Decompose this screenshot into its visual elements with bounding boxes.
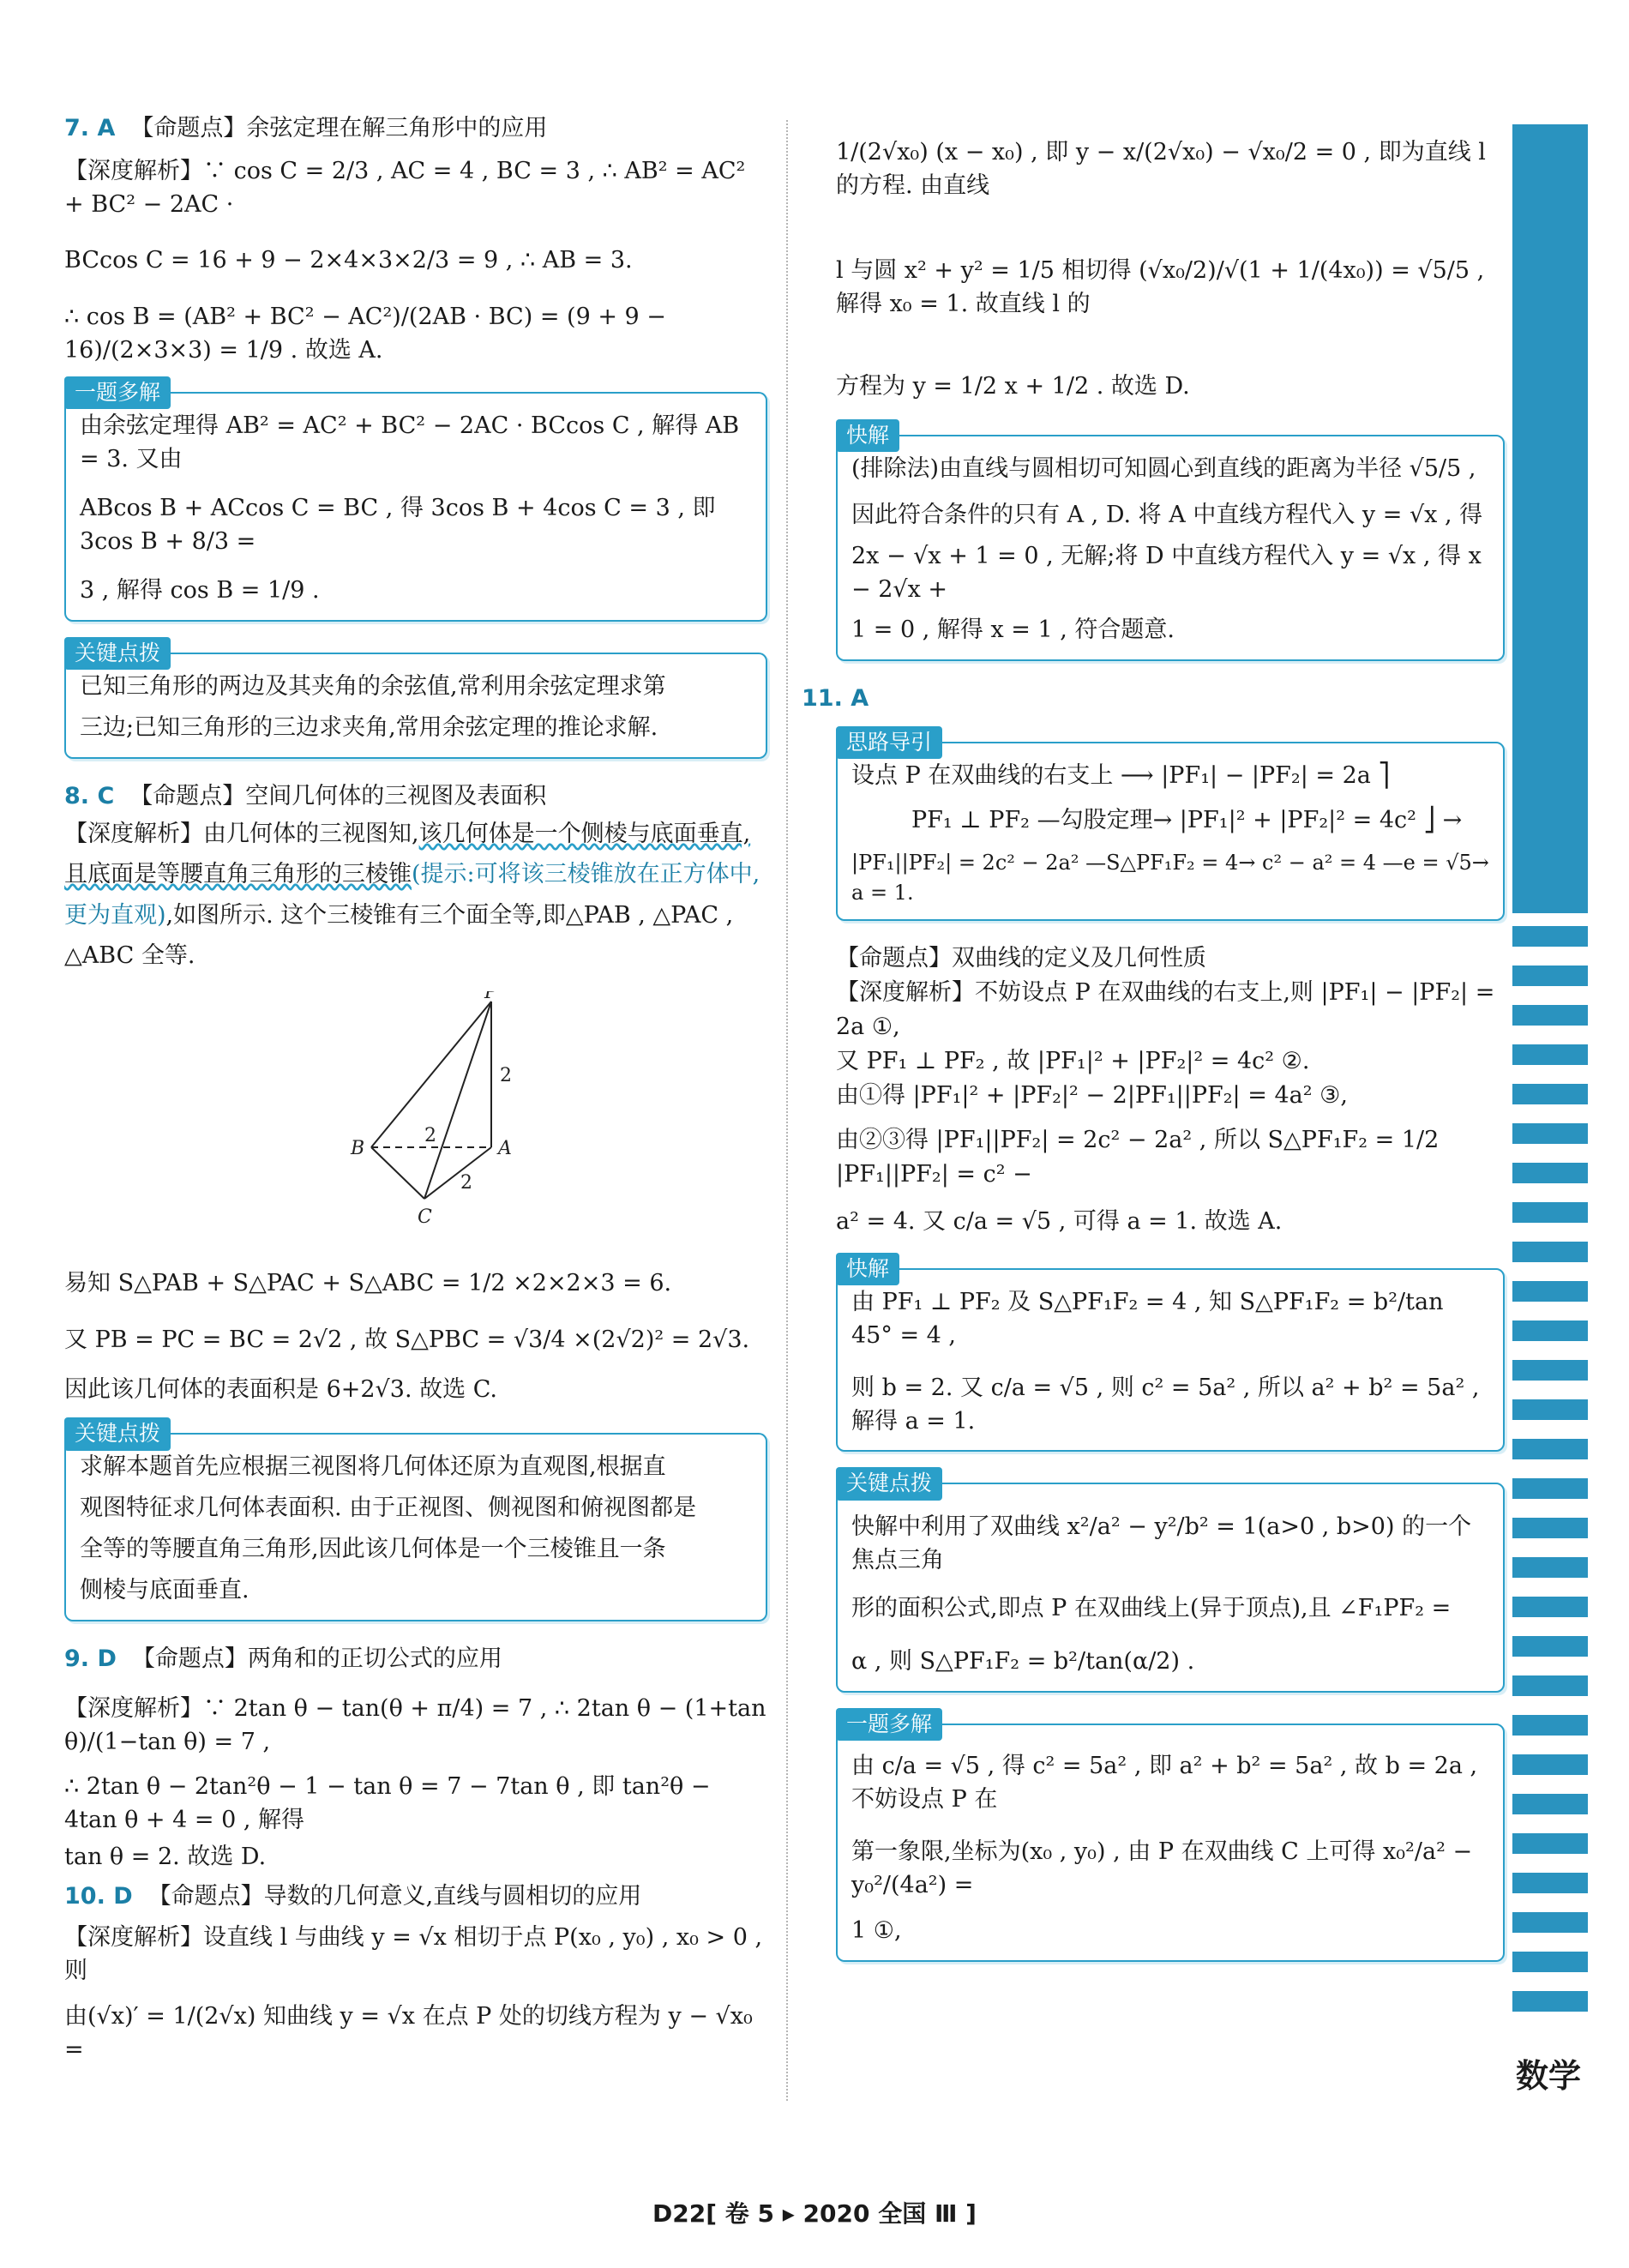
sidebar-stripe	[1512, 1399, 1588, 1420]
subject-label: 数学	[1515, 2057, 1581, 2095]
q7-line-2: BCcos C = 16 + 9 − 2×4×3×2/3 = 9 , ∴ AB = 3.	[64, 247, 633, 274]
left-column	[64, 111, 767, 2066]
q8-key-point-box	[64, 1421, 767, 1621]
q7-box2-line-1: 已知三角形的两边及其夹角的余弦值,常利用余弦定理求第	[80, 673, 666, 701]
q11-quick-solution-title: 快解	[836, 1253, 899, 1285]
q11-line-3: 又 PF₁ ⊥ PF₂ , 故 |PF₁|² + |PF₂|² = 4c² ②.	[836, 1048, 1310, 1075]
q10-cont-line-2: l 与圆 x² + y² = 1/5 相切得 (√x₀/2)/√(1 + 1/(4x₀)) = √5/5 , 解得 x₀ = 1. 故直线 l 的	[836, 257, 1485, 318]
q8-box-line-2: 观图特征求几何体表面积. 由于正视图、侧视图和俯视图都是	[80, 1495, 697, 1522]
q7-box1-line-1: 由余弦定理得 AB² = AC² + BC² − 2AC · BCcos C , 解得 AB = 3. 又由	[80, 412, 740, 472]
q11-line-4: 由①得 |PF₁|² + |PF₂|² − 2|PF₁||PF₂| = 4a² ③,	[836, 1082, 1348, 1110]
q9-number: 9. D	[64, 1645, 117, 1673]
pyramid-figure	[64, 991, 767, 1248]
q10-quick-solution-title: 快解	[836, 419, 899, 452]
q11-box2-line-1: 快解中利用了双曲线 x²/a² − y²/b² = 1(a>0 , b>0) 的一个焦点三角	[851, 1513, 1472, 1574]
sidebar-stripe	[1512, 1202, 1588, 1223]
sidebar-stripe	[1512, 1833, 1588, 1854]
q11-guide-title: 思路导引	[836, 726, 942, 759]
q8-box-line-4: 侧棱与底面垂直.	[80, 1577, 249, 1604]
sidebar-stripe	[1512, 1873, 1588, 1893]
q11-line-1: 【深度解析】不妨设点 P 在双曲线的右支上,则 |PF₁| − |PF₂| =	[836, 979, 1495, 1007]
sidebar-stripe	[1512, 1557, 1588, 1578]
q11-multi-solution-title: 一题多解	[836, 1708, 942, 1741]
sidebar-stripe	[1512, 1952, 1588, 1972]
q7-multi-solution-box	[64, 379, 767, 623]
sidebar-stripe	[1512, 1636, 1588, 1657]
edge-BC	[371, 1147, 424, 1199]
sidebar-stripe	[1512, 966, 1588, 986]
q7-key-point-box	[64, 641, 767, 759]
q7-number: 7. A	[64, 115, 116, 141]
q10-quick-solution-box	[836, 422, 1505, 661]
q8-line-1: 易知 S△PAB + S△PAC + S△ABC = 1/2 ×2×2×3 = 6.	[64, 1270, 672, 1297]
q11-box1-line-2: 则 b = 2. 又 c/a = √5 , 则 c² = 5a² , 所以 a² + b² = 5a² , 解得 a = 1.	[851, 1375, 1480, 1435]
sidebar-stripe	[1512, 1754, 1588, 1775]
q8-line-2: 又 PB = PC = BC = 2√2 , 故 S△PBC = √3/4 ×(2√2)² = 2√3.	[64, 1327, 750, 1354]
subject-sidebar-bar	[1512, 124, 1588, 913]
right-column	[802, 111, 1505, 1982]
q11-guide-line-1: 设点 P 在双曲线的右支上 ⟶ |PF₁| − |PF₂| = 2a ⎤	[851, 761, 1390, 789]
length-CA: 2	[460, 1172, 472, 1194]
q11-guide-box	[836, 729, 1505, 922]
q9-line-1: 【深度解析】∵ 2tan θ − tan(θ + π/4) = 7 , ∴ 2tan θ − (1+tan θ)/(1−tan θ) = 7 ,	[64, 1695, 766, 1756]
q10-line-2: 由(√x)′ = 1/(2√x) 知曲线 y = √x 在点 P 处的切线方程为 y − √x₀ =	[64, 2003, 753, 2064]
edge-CA	[424, 1147, 491, 1199]
q9-header	[64, 1642, 767, 1676]
q11-box3-line-3: 1 ①,	[851, 1917, 902, 1945]
q8-header	[64, 779, 767, 814]
q7-box1-line-3: 3 , 解得 cos B = 1/9 .	[80, 577, 320, 605]
q7-line-1: 【深度解析】∵ cos C = 2/3 , AC = 4 , BC = 3 , ∴ AB² = AC² + BC² − 2AC ·	[64, 158, 746, 219]
edge-PC	[424, 1002, 491, 1199]
q7-box2-line-2: 三边;已知三角形的三边求夹角,常用余弦定理的推论求解.	[80, 714, 658, 742]
q7-key-point-title: 关键点拨	[64, 637, 171, 670]
q10-box-line-4: 1 = 0 , 解得 x = 1 , 符合题意.	[851, 616, 1175, 643]
q10-line-1: 【深度解析】设直线 l 与曲线 y = √x 相切于点 P(x₀ , y₀) , x₀ > 0 , 则	[64, 1923, 763, 1984]
sidebar-stripe	[1512, 1084, 1588, 1104]
q8-analysis-start: 【深度解析】由几何体的三视图知,	[64, 821, 419, 848]
q11-guide-line-3: |PF₁||PF₂| = 2c² − 2a² —S△PF₁F₂ = 4→ c² − a² = 4 —e = √5→ a = 1.	[851, 850, 1489, 905]
q11-topic: 【命题点】双曲线的定义及几何性质	[836, 945, 1206, 972]
q11-key-point-title: 关键点拨	[836, 1467, 942, 1500]
q8-number: 8. C	[64, 783, 115, 810]
q11-line-5: 由②③得 |PF₁||PF₂| = 2c² − 2a² , 所以 S△PF₁F₂ = 1/2 |PF₁||PF₂| = c² −	[836, 1127, 1440, 1188]
sidebar-stripe	[1512, 1005, 1588, 1026]
q10-cont-line-3: 方程为 y = 1/2 x + 1/2 . 故选 D.	[836, 372, 1190, 400]
sidebar-stripe	[1512, 1478, 1588, 1499]
sidebar-stripe	[1512, 1242, 1588, 1262]
q10-box-line-3: 2x − √x + 1 = 0 , 无解;将 D 中直线方程代入 y = √x , 得 x − 2√x +	[851, 542, 1482, 603]
length-PA: 2	[500, 1065, 512, 1087]
sidebar-stripe	[1512, 1715, 1588, 1736]
q11-line-6: a² = 4. 又 c/a = √5 , 可得 a = 1. 故选 A.	[836, 1207, 1283, 1235]
sidebar-stripe	[1512, 1123, 1588, 1144]
q9-line-3: tan θ = 2. 故选 D.	[64, 1843, 267, 1870]
q10-cont-line-1: 1/(2√x₀) (x − x₀) , 即 y − x/(2√x₀) − √x₀/2 = 0 , 即为直线 l 的方程. 由直线	[836, 139, 1486, 200]
sidebar-stripe	[1512, 1518, 1588, 1538]
q8-topic: 【命题点】空间几何体的三视图及表面积	[129, 783, 547, 810]
sidebar-stripe	[1512, 1991, 1588, 2012]
q9-topic: 【命题点】两角和的正切公式的应用	[131, 1645, 502, 1673]
q10-number: 10. D	[64, 1882, 133, 1910]
sidebar-stripe	[1512, 1439, 1588, 1459]
q11-guide-line-2: PF₁ ⊥ PF₂ —勾股定理→ |PF₁|² + |PF₂|² = 4c² ⎦ →	[911, 806, 1463, 833]
q11-multi-solution-box	[836, 1711, 1505, 1963]
q11-box3-line-2: 第一象限,坐标为(x₀ , y₀) , 由 P 在双曲线 C 上可得 x₀²/a² − y₀²/(4a²) =	[851, 1838, 1473, 1898]
q9-line-2: ∴ 2tan θ − 2tan²θ − 1 − tan θ = 7 − 7tan θ , 即 tan²θ − 4tan θ + 4 = 0 , 解得	[64, 1772, 711, 1833]
sidebar-stripe	[1512, 1163, 1588, 1183]
label-B: B	[351, 1138, 365, 1160]
q7-topic: 【命题点】余弦定理在解三角形中的应用	[130, 115, 548, 141]
label-C: C	[418, 1206, 432, 1229]
q11-box3-line-1: 由 c/a = √5 , 得 c² = 5a² , 即 a² + b² = 5a² , 故 b = 2a , 不妨设点 P 在	[851, 1752, 1478, 1813]
q8-analysis	[64, 814, 767, 976]
q10-box-line-2: 因此符合条件的只有 A , D. 将 A 中直线方程代入 y = √x , 得	[851, 501, 1483, 528]
sidebar-stripe	[1512, 1912, 1588, 1933]
q11-number: 11. A	[802, 684, 869, 712]
q7-line-3: ∴ cos B = (AB² + BC² − AC²)/(2AB · BC) = (9 + 9 − 16)/(2×3×3) = 1/9 . 故选 A.	[64, 304, 666, 364]
page-footer: D22[ 卷 5 ▸ 2020 全国 Ⅲ ]	[652, 2199, 977, 2228]
sidebar-stripe	[1512, 1044, 1588, 1065]
sidebar-stripe	[1512, 926, 1588, 947]
q8-line-3: 因此该几何体的表面积是 6+2√3. 故选 C.	[64, 1376, 497, 1404]
sidebar-stripe	[1512, 1360, 1588, 1381]
q8-analysis-hint: (提示:可将该三棱锥放在正方体中,更为直观)	[64, 861, 760, 929]
q7-header	[64, 111, 767, 146]
q11-box2-line-3: α , 则 S△PF₁F₂ = b²/tan(α/2) .	[851, 1647, 1195, 1675]
q11-quick-solution-box	[836, 1255, 1505, 1453]
sidebar-stripe	[1512, 1320, 1588, 1341]
q8-analysis-underlined: 该几何体是一个侧棱与底面垂直,且底面是等腰直角三角形的三棱锥	[64, 821, 751, 888]
q11-header	[802, 682, 1505, 716]
q7-box1-line-2: ABcos B + ACcos C = BC , 得 3cos B + 4cos C = 3 , 即 3cos B + 8/3 =	[80, 494, 716, 555]
q10-box-line-1: (排除法)由直线与圆相切可知圆心到直线的距离为半径 √5/5 ,	[851, 454, 1476, 482]
q11-box2-line-2: 形的面积公式,即点 P 在双曲线上(异于顶点),且 ∠F₁PF₂ =	[851, 1594, 1452, 1621]
sidebar-stripe	[1512, 1281, 1588, 1302]
length-BA: 2	[424, 1125, 436, 1147]
q10-topic: 【命题点】导数的几何意义,直线与圆相切的应用	[147, 1882, 642, 1910]
sidebar-stripe	[1512, 1675, 1588, 1696]
q8-key-point-title: 关键点拨	[64, 1417, 171, 1450]
q8-analysis-end: ,如图所示. 这个三棱锥有三个面全等,即△PAB , △PAC , △ABC 全等.	[64, 901, 734, 969]
q11-box1-line-1: 由 PF₁ ⊥ PF₂ 及 S△PF₁F₂ = 4 , 知 S△PF₁F₂ = b²/tan 45° = 4 ,	[851, 1288, 1444, 1349]
sidebar-stripe	[1512, 1794, 1588, 1814]
q10-header	[64, 1880, 767, 1914]
label-P: P	[484, 991, 497, 1004]
q7-multi-solution-title: 一题多解	[64, 376, 171, 409]
sidebar-stripe	[1512, 1597, 1588, 1617]
q8-box-line-3: 全等的等腰直角三角形,因此该几何体是一个三棱锥且一条	[80, 1536, 666, 1563]
q11-key-point-box	[836, 1471, 1505, 1692]
q8-box-line-1: 求解本题首先应根据三视图将几何体还原为直观图,根据直	[80, 1453, 666, 1481]
label-A: A	[498, 1138, 512, 1160]
column-divider	[786, 120, 788, 2101]
q11-line-2: 2a ①,	[836, 1014, 900, 1041]
